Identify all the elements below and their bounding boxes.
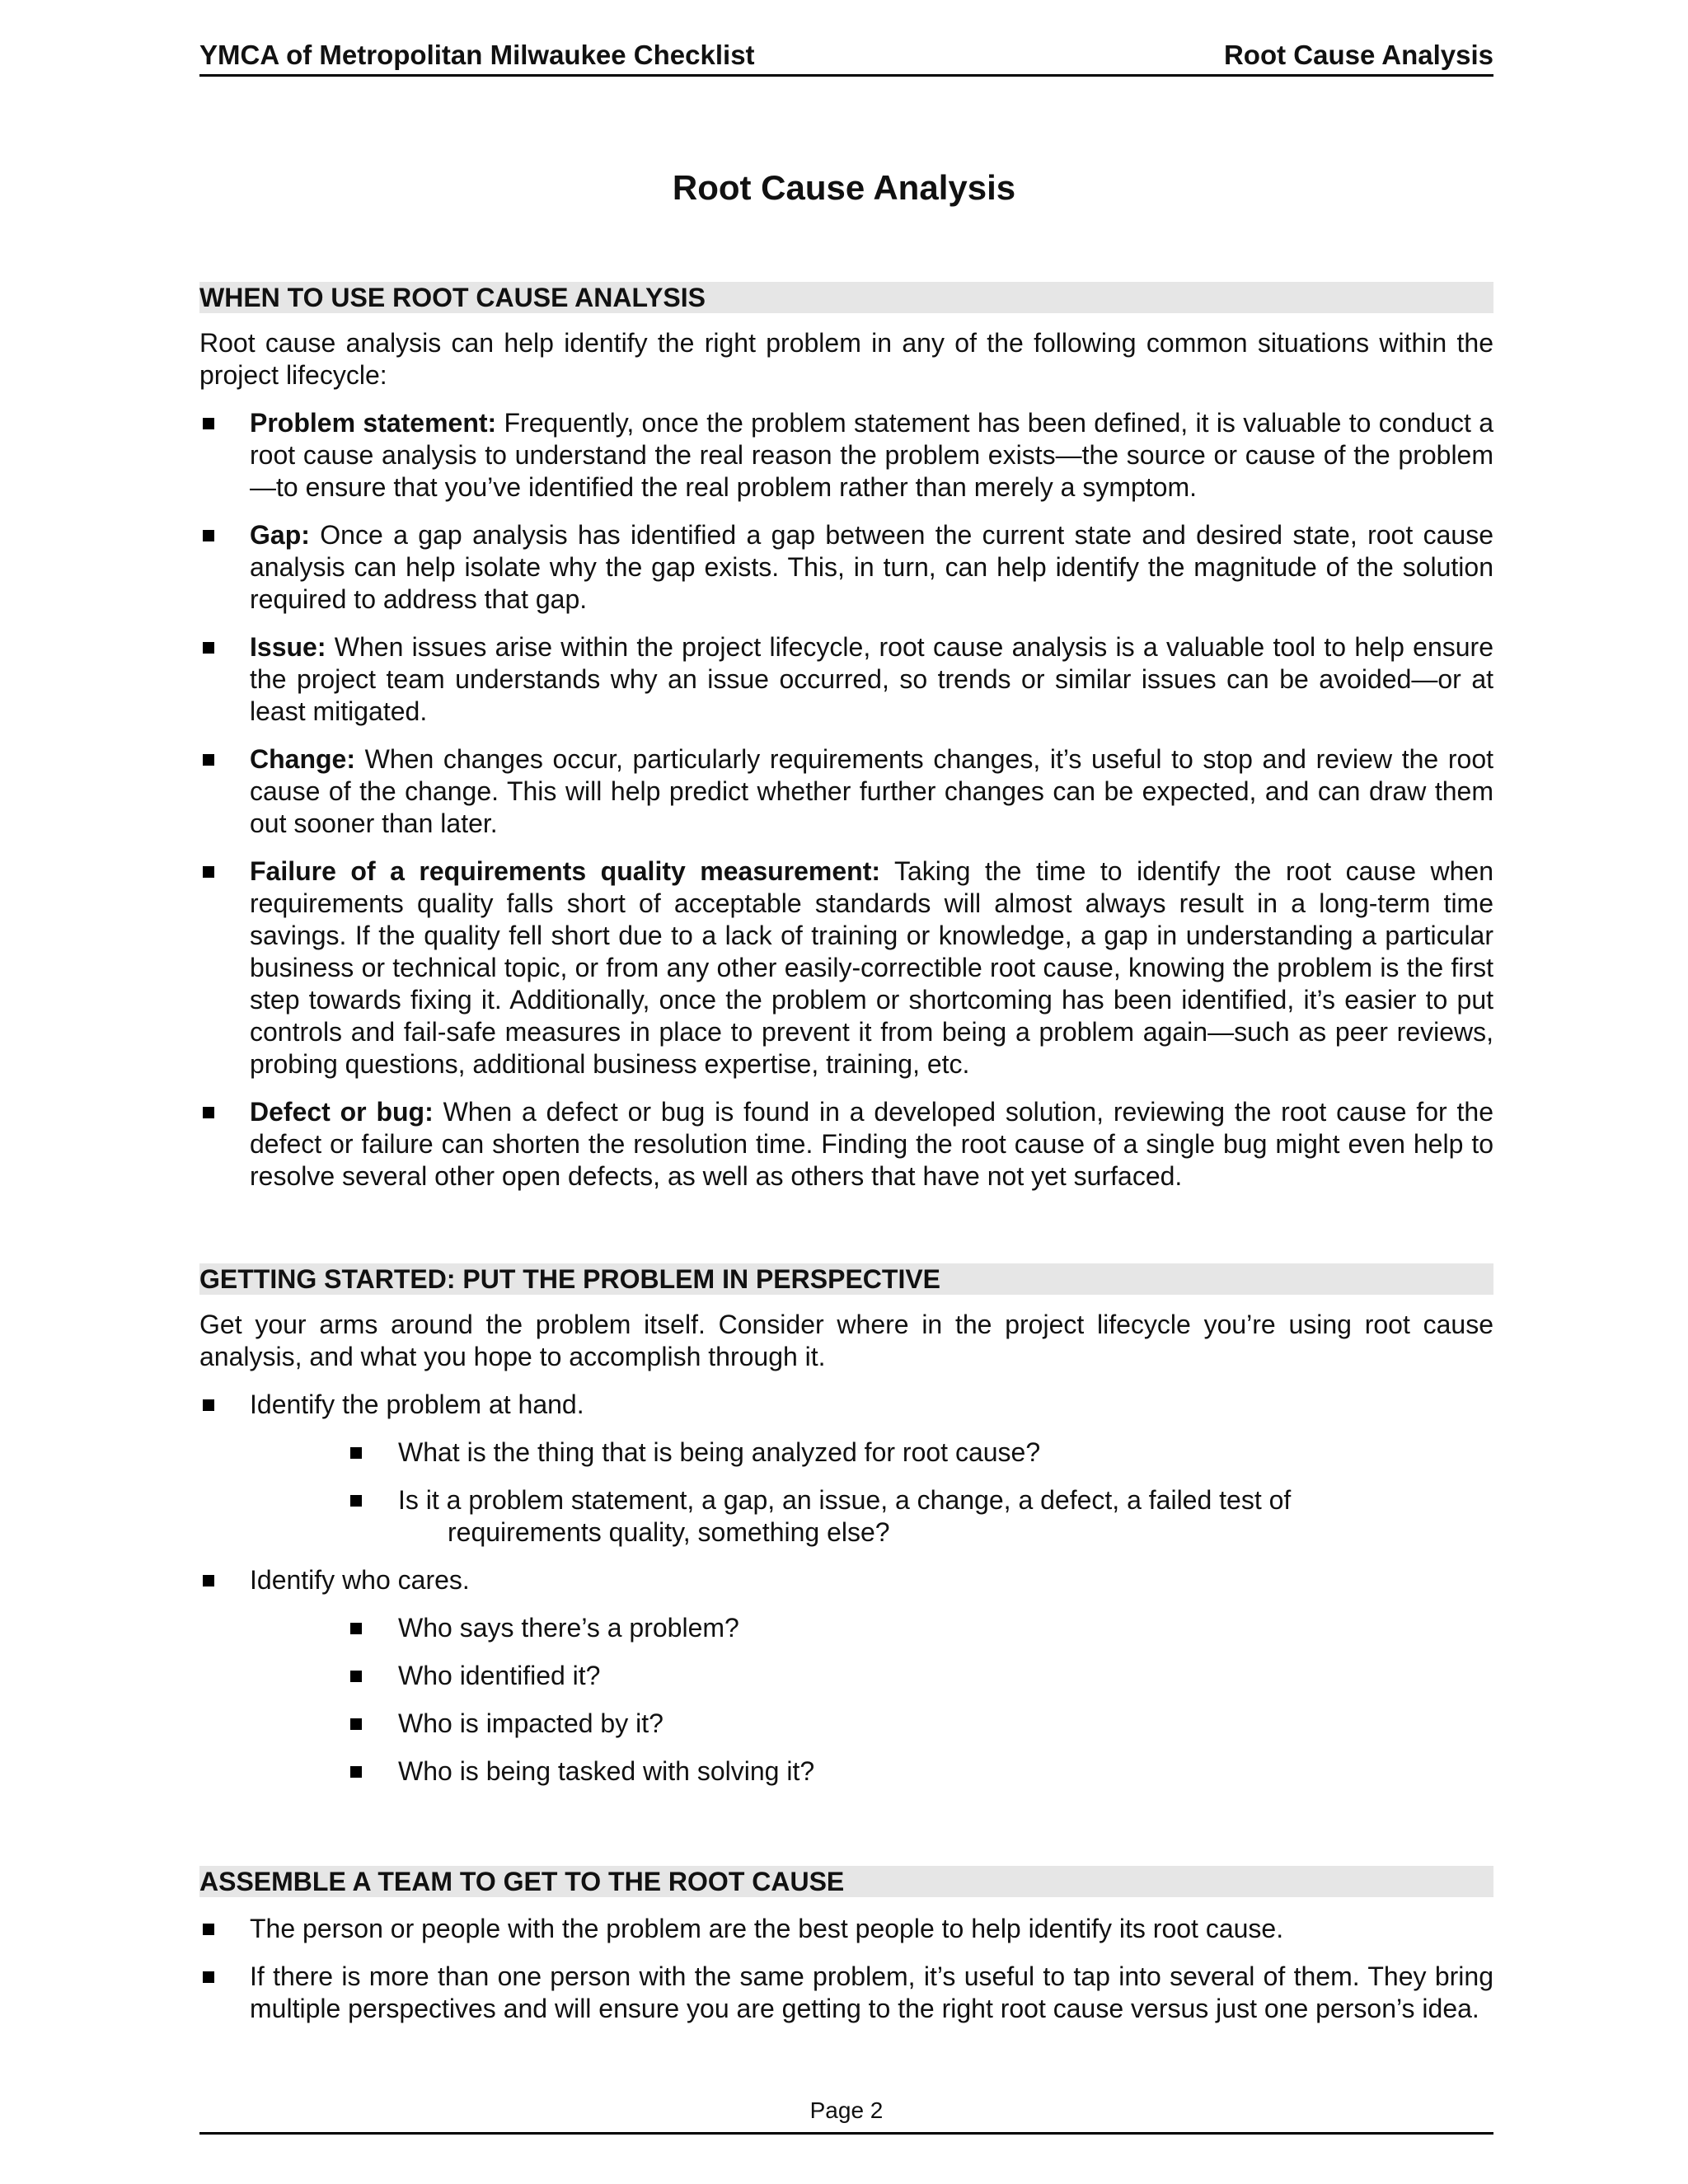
item-text: Is it a problem statement, a gap, an issue, a change, a defect, a failed test of bbox=[398, 1485, 1292, 1515]
section-intro: Root cause analysis can help identify the right problem in any of the following common situations within the project lifecycle: bbox=[199, 328, 1493, 390]
item-text: Identify who cares. bbox=[250, 1565, 470, 1595]
list-item bbox=[199, 855, 1493, 1080]
section-heading: ASSEMBLE A TEAM TO GET TO THE ROOT CAUSE bbox=[199, 1866, 1493, 1897]
item-text: When changes occur, particularly requirements changes, it’s useful to stop and review the root cause of the change. This will help predict whether further changes can be expected, and can draw them out sooner than later. bbox=[250, 744, 1493, 838]
item-text: When issues arise within the project lifecycle, root cause analysis is a valuable tool to help ensure the project team understands why an issue occurred, so trends or similar issues can be avoided—or at least mitigated. bbox=[250, 632, 1493, 726]
section-when-to-use bbox=[199, 282, 1493, 1193]
square-bullet-icon bbox=[350, 1718, 362, 1730]
square-bullet-icon bbox=[203, 642, 214, 654]
square-bullet-icon bbox=[350, 1766, 362, 1778]
sub-list bbox=[199, 1612, 1493, 1788]
sub-list-item bbox=[199, 1484, 1493, 1549]
situation-list bbox=[199, 407, 1493, 1193]
item-text: What is the thing that is being analyzed for root cause? bbox=[398, 1437, 1041, 1467]
item-term: Failure of a requirements quality measurement: bbox=[250, 856, 881, 886]
item-text: Taking the time to identify the root cause when requirements quality falls short of acceptable standards will almost always result in a long-term time savings. If the quality fell short due to a lack of training or knowledge, a gap in understanding a particular business or technical topic, or from any other easily-correctible root cause, knowing the problem is the first step towards fixing it. Additionally, once the problem or shortcoming has been identified, it’s easier to put controls and fail-safe measures in place to prevent it from being a problem again—such as peer reviews, probing questions, additional business expertise, training, etc. bbox=[250, 856, 1494, 1079]
list-item bbox=[199, 1913, 1493, 1945]
document-title: Root Cause Analysis bbox=[672, 168, 1016, 207]
square-bullet-icon bbox=[203, 1971, 214, 1983]
sub-list bbox=[199, 1436, 1493, 1549]
item-text: Who says there’s a problem? bbox=[398, 1613, 739, 1643]
list-item bbox=[199, 519, 1493, 616]
item-text: The person or people with the problem are the best people to help identify its root cause. bbox=[250, 1914, 1284, 1943]
page-number: Page 2 bbox=[809, 2097, 884, 2123]
square-bullet-icon bbox=[350, 1671, 362, 1682]
page-footer bbox=[199, 2097, 1493, 2135]
square-bullet-icon bbox=[203, 418, 214, 429]
header-organization: YMCA of Metropolitan Milwaukee Checklist bbox=[199, 40, 755, 70]
list-item bbox=[199, 631, 1493, 728]
square-bullet-icon bbox=[203, 530, 214, 541]
square-bullet-icon bbox=[203, 866, 214, 878]
square-bullet-icon bbox=[350, 1447, 362, 1459]
item-term: Change: bbox=[250, 744, 355, 774]
square-bullet-icon bbox=[203, 1575, 214, 1586]
section-heading: GETTING STARTED: PUT THE PROBLEM IN PERSPECTIVE bbox=[199, 1263, 1493, 1295]
page-header bbox=[199, 40, 1493, 77]
item-text: Who is being tasked with solving it? bbox=[398, 1756, 815, 1786]
section-intro: Get your arms around the problem itself. Consider where in the project lifecycle you’re using root cause analysis, and what you hope to accomplish through it. bbox=[199, 1310, 1493, 1371]
perspective-list-2 bbox=[199, 1564, 1493, 1596]
sub-list-item bbox=[199, 1708, 1493, 1740]
square-bullet-icon bbox=[203, 1924, 214, 1935]
item-text: Identify the problem at hand. bbox=[250, 1390, 584, 1419]
item-term: Defect or bug: bbox=[250, 1097, 434, 1127]
square-bullet-icon bbox=[203, 754, 214, 766]
sub-list-item bbox=[199, 1660, 1493, 1692]
item-text: If there is more than one person with the same problem, it’s useful to tap into several of them. They bring multiple perspectives and will ensure you are getting to the right root cause versus just one person’s idea. bbox=[250, 1961, 1493, 2023]
item-term: Issue: bbox=[250, 632, 326, 662]
square-bullet-icon bbox=[203, 1399, 214, 1411]
team-list bbox=[199, 1913, 1493, 2025]
item-text: Frequently, once the problem statement has been defined, it is valuable to conduct a root cause analysis to understand the real reason the problem exists—the source or cause of the problem—to ensure that you’ve identified the real problem rather than merely a symptom. bbox=[250, 408, 1493, 502]
item-text-continued: requirements quality, something else? bbox=[448, 1517, 890, 1547]
sub-list-item bbox=[199, 1436, 1493, 1469]
sub-list-item bbox=[199, 1755, 1493, 1788]
item-text: Once a gap analysis has identified a gap between the current state and desired state, root cause analysis can help isolate why the gap exists. This, in turn, can help identify the magnitude of the solution required to address that gap. bbox=[250, 520, 1493, 614]
item-text: Who is impacted by it? bbox=[398, 1708, 663, 1738]
item-term: Gap: bbox=[250, 520, 310, 550]
list-item bbox=[199, 1564, 1493, 1596]
item-text: When a defect or bug is found in a developed solution, reviewing the root cause for the defect or failure can shorten the resolution time. Finding the root cause of a single bug might even help to resolve several other open defects, as well as others that have not yet surfaced. bbox=[250, 1097, 1494, 1191]
item-term: Problem statement: bbox=[250, 408, 497, 438]
list-item bbox=[199, 1096, 1493, 1193]
square-bullet-icon bbox=[203, 1107, 214, 1118]
list-item bbox=[199, 407, 1493, 504]
header-document-name: Root Cause Analysis bbox=[1223, 40, 1493, 70]
section-getting-started bbox=[199, 1263, 1493, 1788]
item-text: Who identified it? bbox=[398, 1661, 601, 1690]
list-item bbox=[199, 743, 1493, 840]
list-item bbox=[199, 1389, 1493, 1421]
square-bullet-icon bbox=[350, 1495, 362, 1507]
section-assemble-team bbox=[199, 1866, 1493, 2025]
sub-list-item bbox=[199, 1612, 1493, 1644]
perspective-list bbox=[199, 1389, 1493, 1421]
square-bullet-icon bbox=[350, 1623, 362, 1634]
list-item bbox=[199, 1961, 1493, 2025]
section-heading: WHEN TO USE ROOT CAUSE ANALYSIS bbox=[199, 282, 1493, 313]
